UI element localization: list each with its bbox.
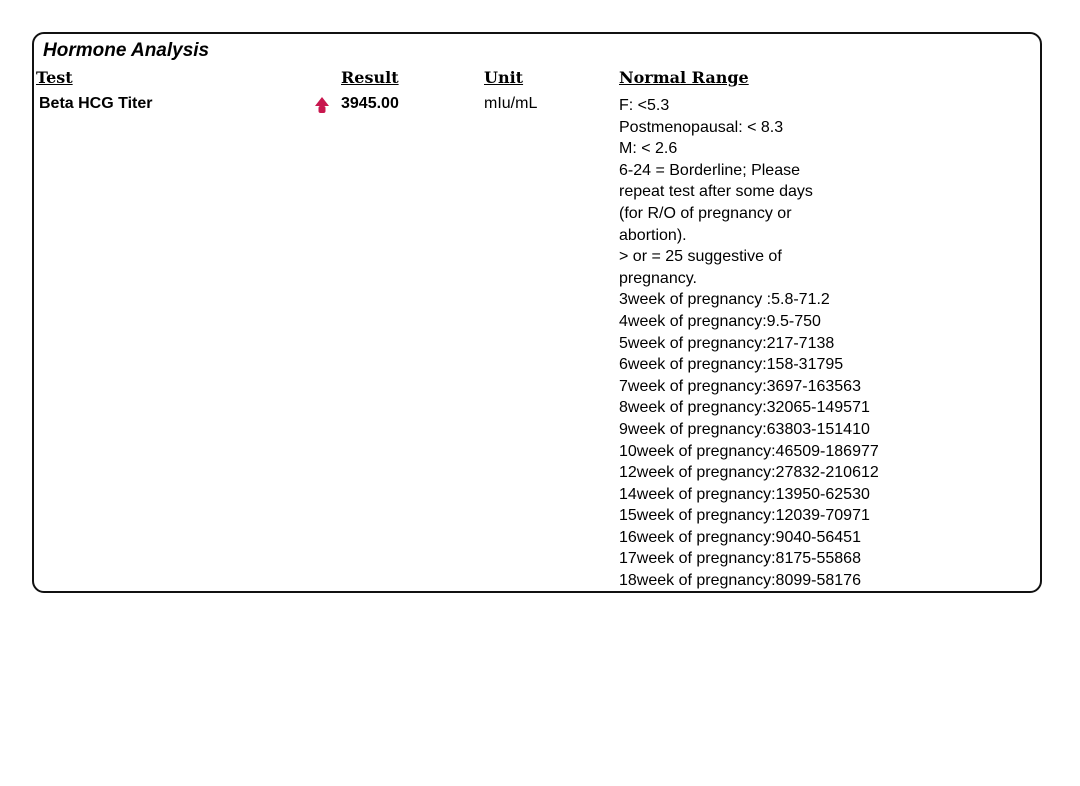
column-header-test: Test	[36, 68, 73, 87]
normal-range-line: repeat test after some days	[619, 183, 813, 201]
normal-range-line: 10week of pregnancy:46509-186977	[619, 442, 879, 460]
normal-range-line: 12week of pregnancy:27832-210612	[619, 464, 879, 482]
column-header-normal-range: Normal Range	[619, 68, 749, 87]
normal-range-line: > or = 25 suggestive of	[619, 248, 782, 266]
test-name: Beta HCG Titer	[39, 95, 153, 112]
normal-range-line: 8week of pregnancy:32065-149571	[619, 399, 870, 417]
normal-range-line: 6week of pregnancy:158-31795	[619, 356, 844, 374]
column-header-unit: Unit	[484, 68, 524, 87]
normal-range-line: 5week of pregnancy:217-7138	[619, 334, 835, 352]
normal-range-line: 18week of pregnancy:8099-58176	[619, 572, 861, 590]
normal-range-line: 15week of pregnancy:12039-70971	[619, 507, 870, 525]
normal-range-line: (for R/O of pregnancy or	[619, 204, 792, 222]
result-value: 3945.00	[341, 95, 399, 112]
column-header-result: Result	[341, 68, 399, 87]
section-title: Hormone Analysis	[43, 40, 210, 61]
normal-range-line: 17week of pregnancy:8175-55868	[619, 550, 861, 568]
normal-range-line: F: <5.3	[619, 97, 670, 114]
normal-range-line: 9week of pregnancy:63803-151410	[619, 420, 870, 438]
up-arrow-icon	[314, 97, 330, 115]
normal-range-line: 7week of pregnancy:3697-163563	[619, 377, 861, 395]
normal-range-line: 16week of pregnancy:9040-56451	[619, 528, 861, 546]
normal-range-list	[619, 95, 879, 592]
normal-range-line: Postmenopausal: < 8.3	[619, 118, 784, 136]
normal-range-line: 6-24 = Borderline; Please	[619, 161, 800, 179]
normal-range-line: 3week of pregnancy :5.8-71.2	[619, 291, 830, 309]
up-arrow-icon-stem	[319, 106, 326, 113]
hormone-analysis-panel	[32, 32, 1042, 593]
normal-range-line: M: < 2.6	[619, 140, 678, 158]
normal-range-line: pregnancy.	[619, 269, 697, 287]
up-arrow-icon-head	[315, 97, 329, 106]
normal-range-line: 4week of pregnancy:9.5-750	[619, 312, 821, 330]
normal-range-line: abortion).	[619, 226, 687, 244]
normal-range-line: 14week of pregnancy:13950-62530	[619, 485, 870, 503]
result-unit: mIu/mL	[484, 95, 538, 112]
